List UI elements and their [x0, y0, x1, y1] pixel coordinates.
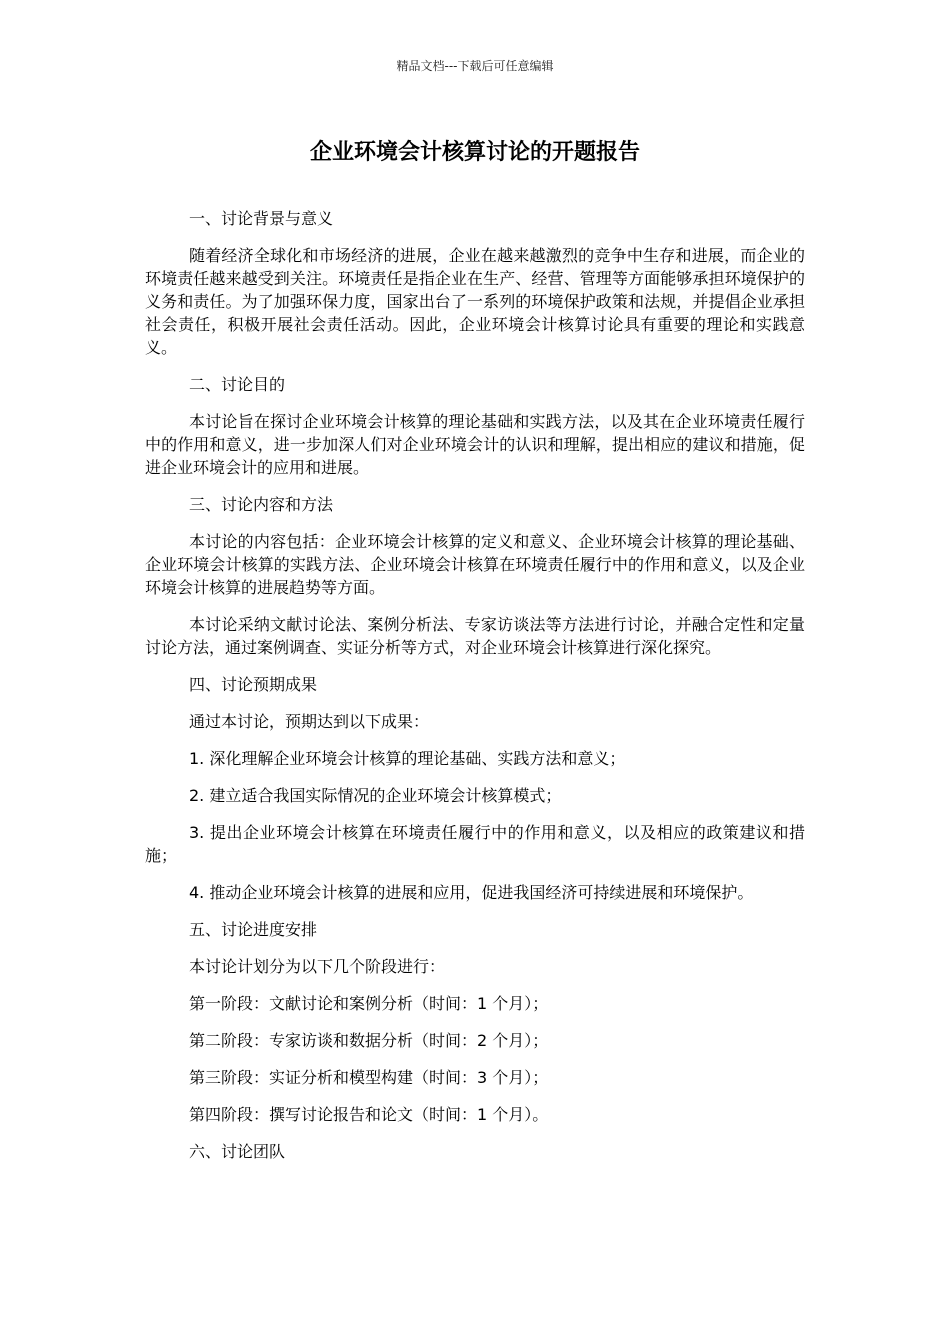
list-item-result-2: 2. 建立适合我国实际情况的企业环境会计核算模式； — [189, 786, 562, 805]
list-item-result-4: 4. 推动企业环境会计核算的进展和应用，促进我国经济可持续进展和环境保护。 — [189, 883, 754, 902]
section-heading-team: 六、讨论团队 — [189, 1142, 286, 1161]
section-heading-expected-results: 四、讨论预期成果 — [189, 675, 318, 694]
paragraph-schedule-intro: 本讨论计划分为以下几个阶段进行： — [189, 957, 446, 976]
section-heading-content-methods: 三、讨论内容和方法 — [189, 495, 334, 514]
list-item-stage-2: 第二阶段：专家访谈和数据分析（时间：2 个月）； — [189, 1031, 549, 1050]
paragraph-results-intro: 通过本讨论，预期达到以下成果： — [189, 712, 430, 731]
list-item-stage-4: 第四阶段：撰写讨论报告和论文（时间：1 个月）。 — [189, 1105, 549, 1124]
list-item-result-1: 1. 深化理解企业环境会计核算的理论基础、实践方法和意义； — [189, 749, 626, 768]
document-title: 企业环境会计核算讨论的开题报告 — [309, 140, 640, 165]
section-heading-schedule: 五、讨论进度安排 — [189, 920, 318, 939]
list-item-stage-1: 第一阶段：文献讨论和案例分析（时间：1 个月）； — [189, 994, 549, 1013]
section-heading-purpose: 二、讨论目的 — [189, 375, 286, 394]
paragraph-methods: 本讨论采纳文献讨论法、案例分析法、专家访谈法等方法进行讨论，并融合定性和定量讨论方法，通过案例调查、实证分析等方式，对企业环境会计核算进行深化探究。 — [145, 615, 805, 657]
document-body — [145, 207, 805, 1177]
paragraph-content: 本讨论的内容包括：企业环境会计核算的定义和意义、企业环境会计核算的理论基础、企业环境会计核算的实践方法、企业环境会计核算在环境责任履行中的作用和意义，以及企业环境会计核算的进展趋势等方面。 — [145, 532, 805, 597]
list-item-result-3: 3. 提出企业环境会计核算在环境责任履行中的作用和意义，以及相应的政策建议和措施； — [145, 823, 805, 865]
section-heading-background: 一、讨论背景与意义 — [189, 209, 334, 228]
paragraph-background: 随着经济全球化和市场经济的进展，企业在越来越激烈的竞争中生存和进展，而企业的环境责任越来越受到关注。环境责任是指企业在生产、经营、管理等方面能够承担环境保护的义务和责任。为了加强环保力度，国家出台了一系列的环境保护政策和法规，并提倡企业承担社会责任，积极开展社会责任活动。因此，企业环境会计核算讨论具有重要的理论和实践意义。 — [145, 246, 805, 357]
list-item-stage-3: 第三阶段：实证分析和模型构建（时间：3 个月）； — [189, 1068, 549, 1087]
page-header: 精品文档---下载后可任意编辑 — [396, 59, 554, 73]
paragraph-purpose: 本讨论旨在探讨企业环境会计核算的理论基础和实践方法，以及其在企业环境责任履行中的作用和意义，进一步加深人们对企业环境会计的认识和理解，提出相应的建议和措施，促进企业环境会计的应用和进展。 — [145, 412, 805, 477]
